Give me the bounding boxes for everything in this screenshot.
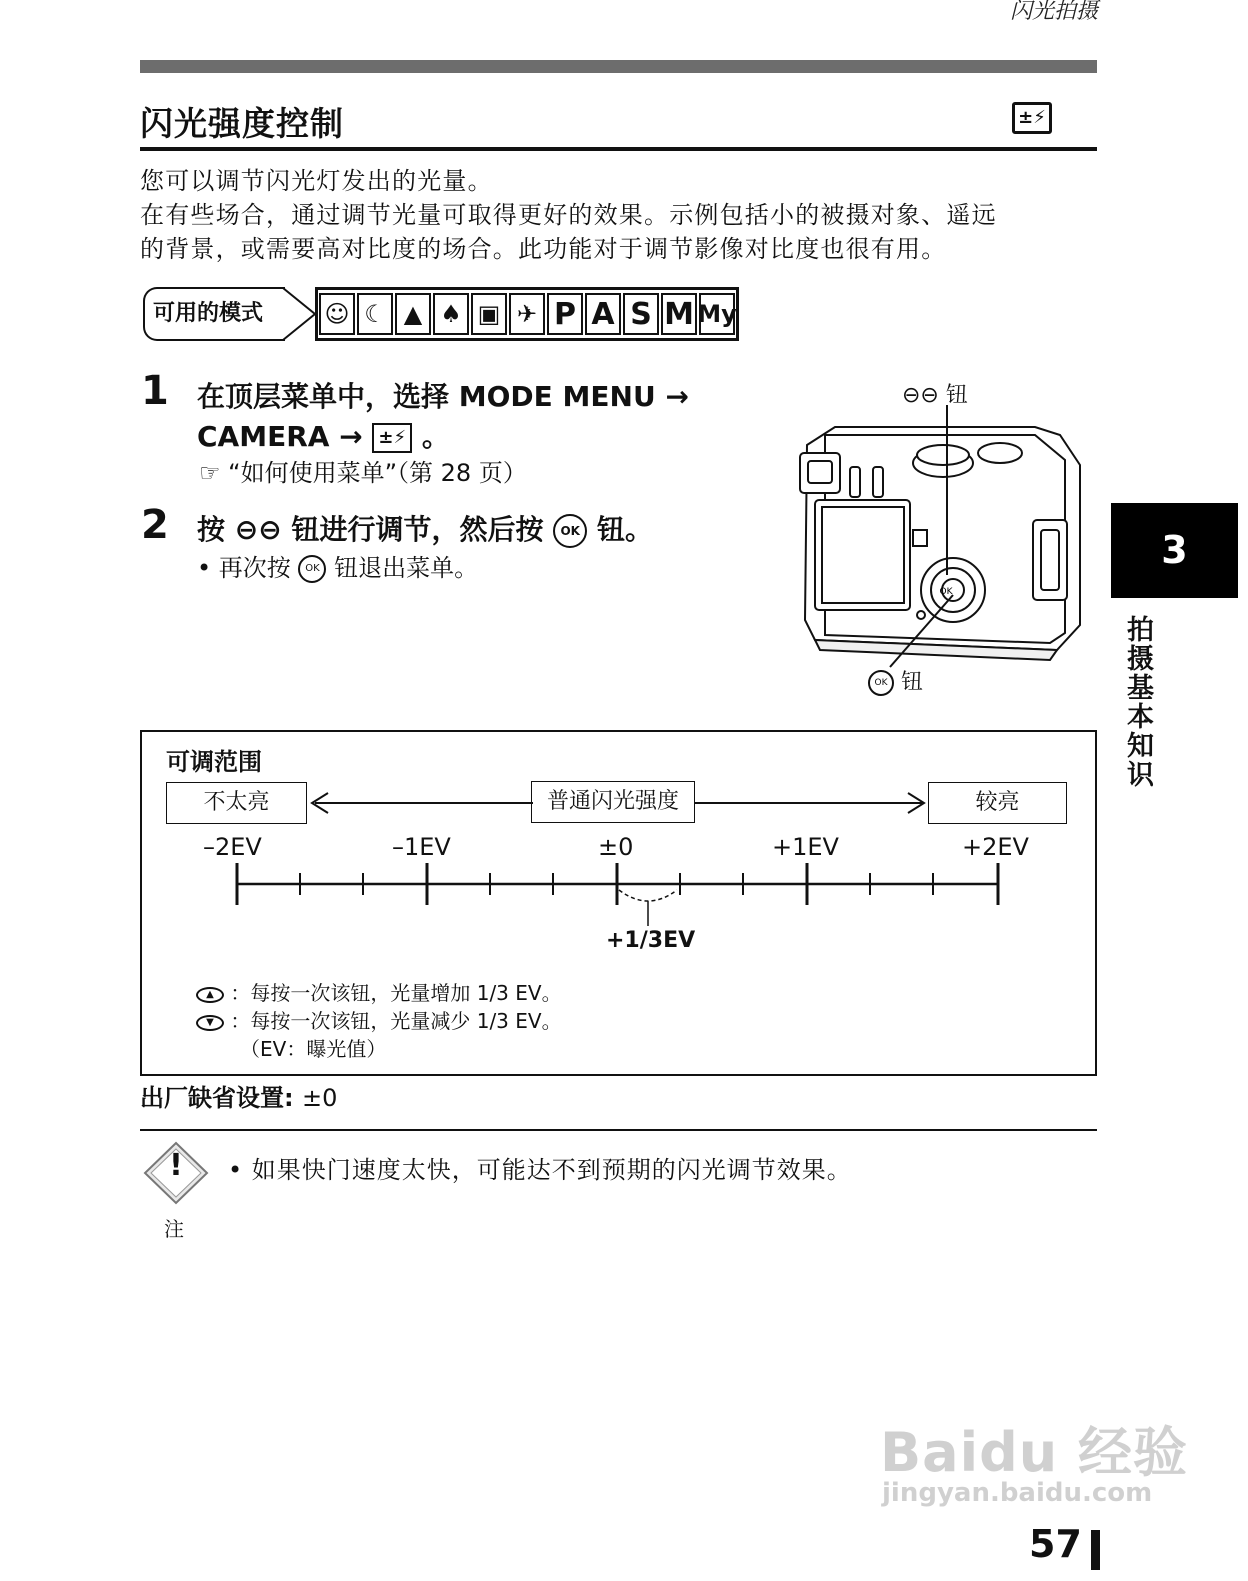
camera-illustration xyxy=(795,405,1095,670)
camera-updown-callout: ⊖⊖ 钮 xyxy=(902,383,968,408)
step-2-number: 2 xyxy=(141,502,169,548)
default-setting: 出厂缺省设置: ±0 xyxy=(140,1084,338,1112)
step-2-text: 按 ⊖⊖ 钮进行调节，然后按 OK 钮。 xyxy=(197,513,653,546)
svg-text:OK: OK xyxy=(939,587,953,597)
up-down-buttons-icon: ⊖⊖ xyxy=(902,383,939,408)
night-scene-mode-icon: ☾ xyxy=(357,293,393,335)
step-1-line2: CAMERA → ±⚡ 。 xyxy=(197,420,450,453)
mode-a: A xyxy=(585,293,621,335)
ev-tick-label: +1EV xyxy=(772,833,839,861)
note-rule xyxy=(140,1129,1097,1131)
landscape-mode-icon: ▲ xyxy=(395,293,431,335)
caution-mark: ! xyxy=(169,1148,183,1183)
available-modes-label: 可用的模式 xyxy=(143,287,285,341)
ok-button-icon: OK xyxy=(868,670,894,696)
note-text: • 如果快门速度太快，可能达不到预期的闪光调节效果。 xyxy=(228,1156,852,1184)
my-mode-icon: My xyxy=(699,293,735,335)
up-button-explanation: ▲ ：每按一次该钮，光量增加 1/3 EV。 xyxy=(196,979,562,1007)
mode-s: S xyxy=(623,293,659,335)
top-rule xyxy=(140,60,1097,73)
portrait-mode-icon: ☺ xyxy=(319,293,355,335)
range-arrows xyxy=(300,790,940,816)
reference-hand-icon: ☞ xyxy=(199,459,221,487)
ev-tick-label: –1EV xyxy=(392,833,451,861)
ev-tick-label: –2EV xyxy=(203,833,262,861)
ok-button-icon: OK xyxy=(553,514,587,548)
intro-line: 在有些场合，通过调节光量可取得更好的效果。示例包括小的被摄对象、遥远 xyxy=(140,201,997,229)
note-label: 注 xyxy=(164,1217,184,1241)
scene-mode-icon: ▣ xyxy=(471,293,507,335)
page-number-bar xyxy=(1091,1530,1100,1570)
page-title: 闪光强度控制 xyxy=(140,104,344,143)
mode-label-arrow-icon xyxy=(282,287,318,341)
button-explanation xyxy=(196,979,562,1063)
running-header: 闪光拍摄 xyxy=(1009,0,1098,24)
step-1-reference: ☞ “如何使用菜单”（第 28 页） xyxy=(199,459,527,487)
mode-m: M xyxy=(661,293,697,335)
intro-paragraph xyxy=(140,164,997,266)
brighter-label: 较亮 xyxy=(928,782,1067,824)
landscape-portrait-mode-icon: ♠ xyxy=(433,293,469,335)
less-bright-label: 不太亮 xyxy=(166,782,307,824)
flash-intensity-icon: ±⚡ xyxy=(1012,102,1052,134)
camera-ok-callout: OK 钮 xyxy=(868,665,923,696)
page-number: 57 xyxy=(1029,1522,1082,1566)
sports-mode-icon: ✈ xyxy=(509,293,545,335)
mode-icon-strip xyxy=(315,287,739,341)
flash-intensity-icon: ±⚡ xyxy=(372,423,412,453)
ok-button-icon: OK xyxy=(298,555,326,583)
step-1-line1: 在顶层菜单中，选择 MODE MENU → xyxy=(197,380,689,413)
mode-p: P xyxy=(547,293,583,335)
down-button-explanation: ▼ ：每按一次该钮，光量减少 1/3 EV。 xyxy=(196,1007,562,1035)
step-1-number: 1 xyxy=(141,368,169,414)
chapter-tab: 3 xyxy=(1111,503,1238,598)
ev-scale xyxy=(230,860,1005,930)
up-button-icon: ▲ xyxy=(196,987,224,1003)
chapter-title-vertical: 拍摄基本知识 xyxy=(1122,615,1153,789)
step-1-text xyxy=(197,377,689,457)
down-button-icon: ▼ xyxy=(196,1015,224,1031)
ev-definition: （EV：曝光值） xyxy=(240,1037,387,1061)
watermark-logo: Baidu 经验 xyxy=(880,1421,1189,1484)
ev-tick-label: +2EV xyxy=(962,833,1029,861)
title-rule xyxy=(140,147,1097,151)
intro-line: 您可以调节闪光灯发出的光量。 xyxy=(140,167,493,195)
normal-flash-label: 普通闪光强度 xyxy=(531,781,695,823)
intro-line: 的背景，或需要高对比度的场合。此功能对于调节影像对比度也很有用。 xyxy=(140,235,947,263)
ev-tick-label: ±0 xyxy=(598,833,634,861)
range-title: 可调范围 xyxy=(166,748,262,776)
watermark-url: jingyan.baidu.com xyxy=(882,1478,1153,1508)
up-down-buttons-icon: ⊖⊖ xyxy=(234,513,282,546)
step-2-bullet: • 再次按 OK 钮退出菜单。 xyxy=(197,554,479,582)
one-third-step-label: +1/3EV xyxy=(606,928,696,953)
